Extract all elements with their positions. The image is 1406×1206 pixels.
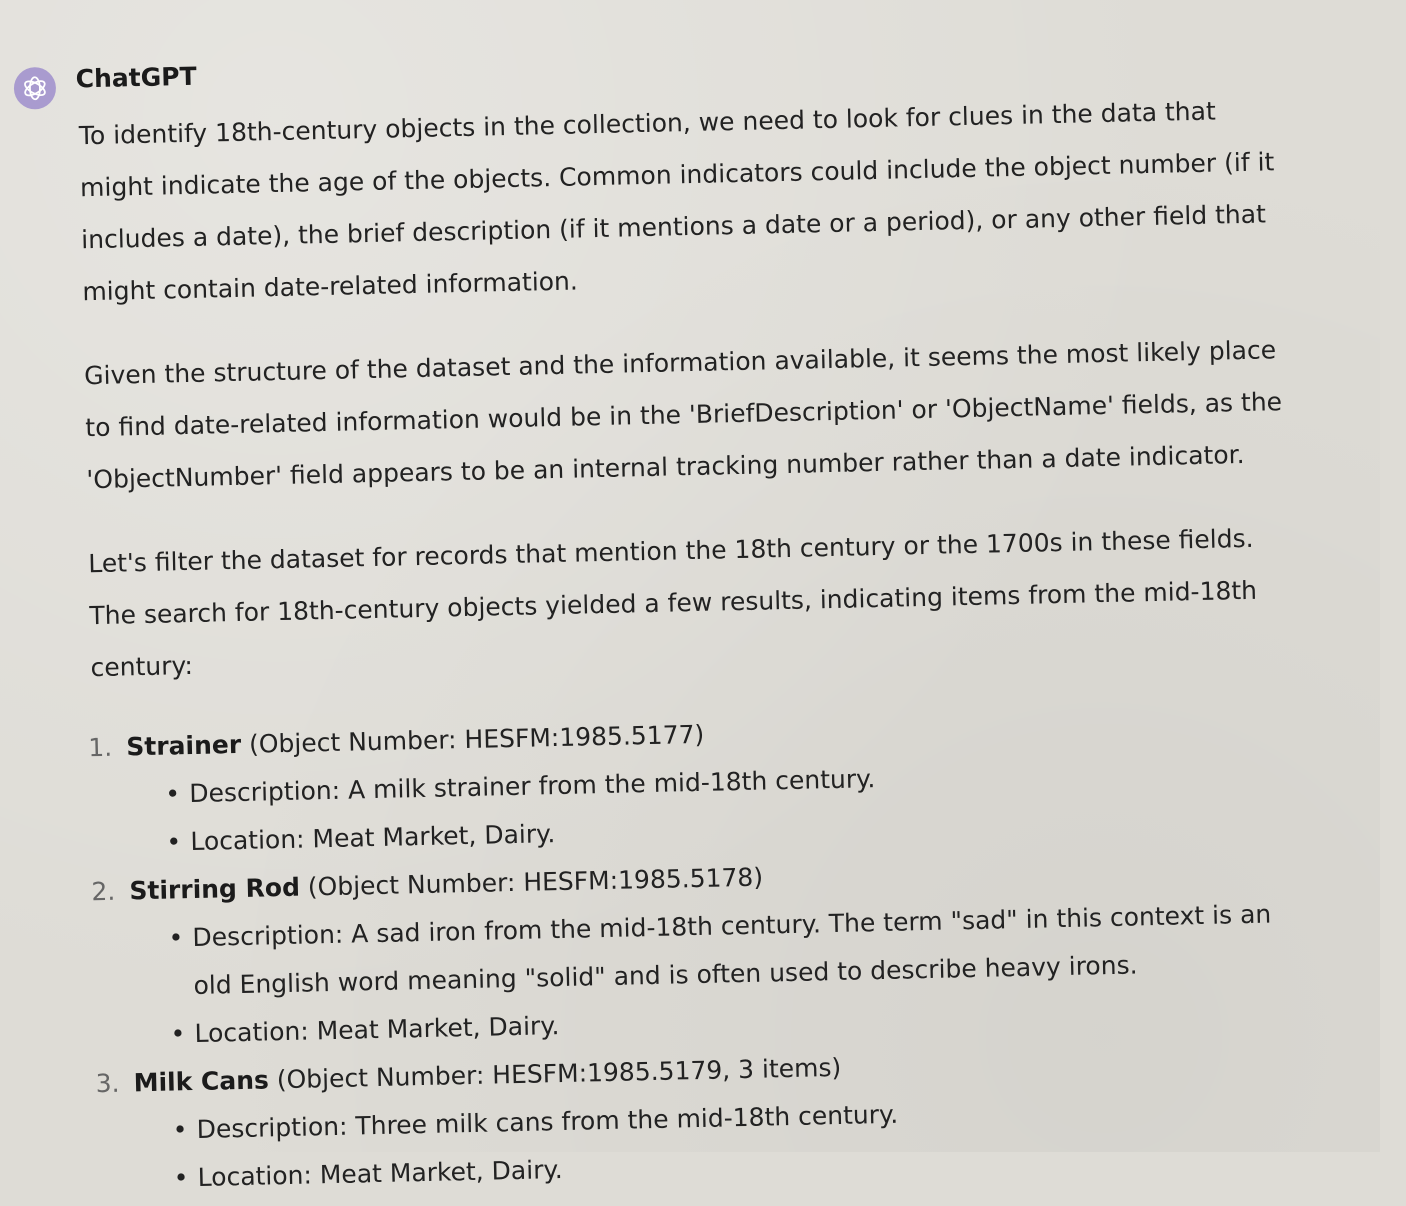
- list-number: 2.: [91, 876, 116, 907]
- list-number: 3.: [95, 1068, 120, 1099]
- detail-text: Location: Meat Market, Dairy.: [197, 1155, 563, 1192]
- openai-logo-icon: [20, 73, 51, 104]
- assistant-avatar: [13, 67, 56, 110]
- object-number: (Object Number: HESFM:1985.5179, 3 items): [268, 1052, 842, 1095]
- paragraph: Given the structure of the dataset and the information available, it seems the most likely place to find date-related information would be in the 'BriefDescription' or 'ObjectName' fields, as the 'ObjectNumber' field appears to be an internal tracking number rather than a date indicator.: [83, 335, 1283, 495]
- paragraph: Let's filter the dataset for records that mention the 18th century or the 1700s in these fields.: [88, 523, 1254, 579]
- bullet-icon: •: [172, 1115, 188, 1145]
- results-list: [88, 698, 1302, 1204]
- message-body: [78, 84, 1302, 1204]
- detail-text: Description: A milk strainer from the mid-18th century.: [189, 764, 876, 809]
- object-number: (Object Number: HESFM:1985.5178): [299, 862, 764, 902]
- list-item: [88, 698, 1295, 868]
- list-item: [95, 1034, 1302, 1204]
- bullet-icon: •: [170, 1019, 186, 1049]
- detail-text: Description: Three milk cans from the mid-18th century.: [196, 1099, 899, 1144]
- paragraph: To identify 18th-century objects in the collection, we need to look for clues in the data that might indicate the age of the objects. Common indicators could include the object number (if it includes a date), the brief description (if it mentions a date or a period), or any other field that might contain date-related information.: [78, 96, 1275, 307]
- details-list: [134, 1082, 1302, 1203]
- assistant-name: ChatGPT: [75, 61, 197, 94]
- bullet-icon: •: [166, 827, 182, 857]
- object-name: Stirring Rod: [129, 872, 301, 906]
- bullet-icon: •: [165, 779, 181, 809]
- list-number: 1.: [88, 732, 113, 763]
- bullet-icon: •: [173, 1163, 189, 1193]
- detail-text: Location: Meat Market, Dairy.: [194, 1011, 560, 1048]
- object-number: (Object Number: HESFM:1985.5177): [240, 719, 705, 759]
- object-name: Milk Cans: [133, 1065, 270, 1098]
- list-item: [91, 842, 1299, 1060]
- object-name: Strainer: [126, 729, 242, 762]
- bullet-icon: •: [168, 923, 184, 953]
- detail-text: Description: A sad iron from the mid-18th century. The term "sad" in this context is an old English word meaning "solid" and is often used to describe heavy irons.: [192, 899, 1272, 1001]
- paragraph: The search for 18th-century objects yielded a few results, indicating items from the mid-18th century:: [89, 575, 1258, 683]
- detail-text: Location: Meat Market, Dairy.: [190, 819, 556, 857]
- details-list: [130, 890, 1299, 1059]
